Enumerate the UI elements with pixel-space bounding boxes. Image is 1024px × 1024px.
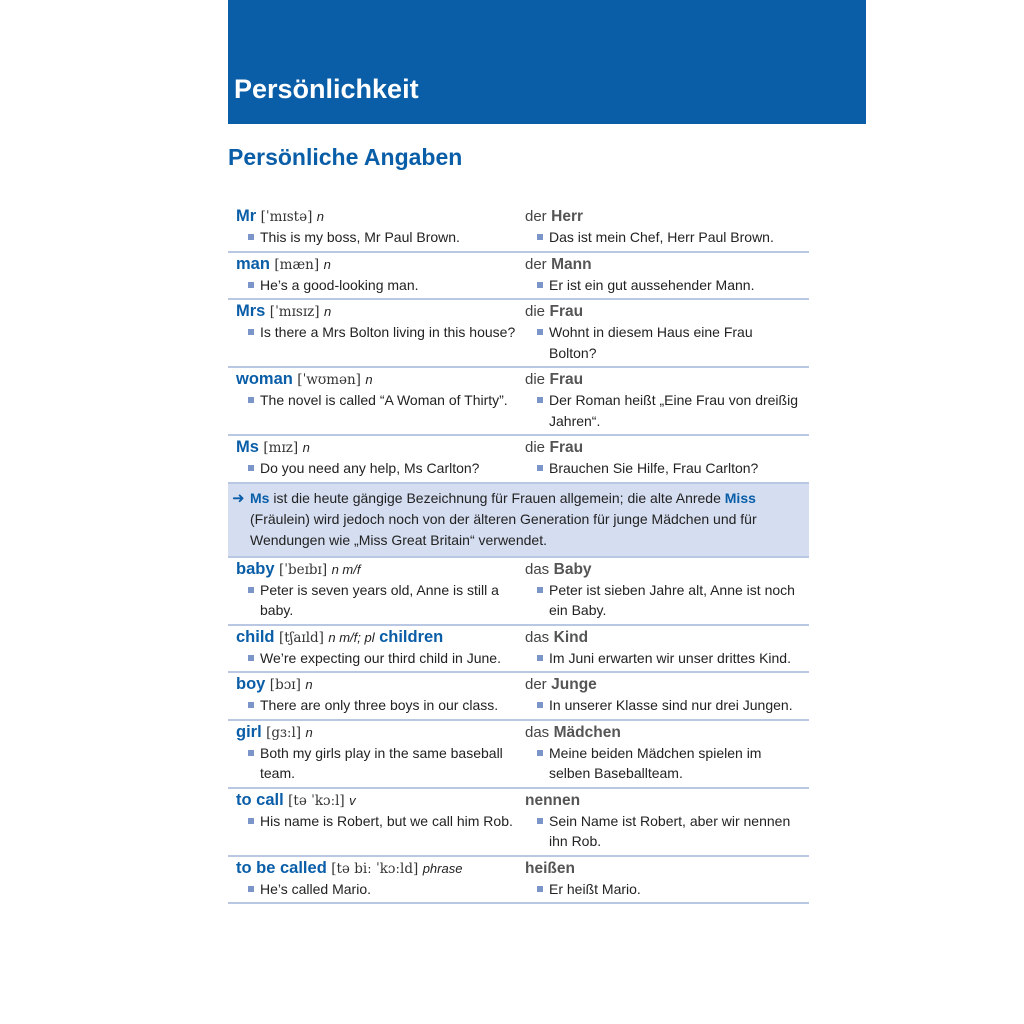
german-example-text: In unserer Klasse sind nur drei Jungen. — [549, 697, 793, 713]
german-column — [525, 436, 809, 479]
bullet-icon — [248, 655, 254, 661]
english-example-text: He’s called Mario. — [260, 880, 372, 897]
entry-row — [228, 300, 809, 363]
german-example-text: Im Juni erwarten wir unser drittes Kind. — [549, 649, 791, 666]
english-example-text: Both my girls play in the same baseball team. — [260, 744, 503, 781]
headword: Mr — [236, 207, 257, 225]
bullet-icon — [537, 397, 543, 403]
german-article: das — [525, 560, 550, 578]
bullet-icon — [248, 329, 254, 335]
bullet-icon — [248, 465, 254, 471]
english-example — [228, 648, 525, 669]
german-headword: Mann — [551, 255, 592, 273]
vocab-entry — [228, 205, 809, 253]
english-headline — [228, 205, 525, 227]
german-column — [525, 789, 809, 852]
phonetic-transcription: [mæn] — [274, 256, 320, 273]
english-column — [228, 721, 525, 784]
bullet-icon — [537, 655, 543, 661]
german-headline — [525, 558, 809, 580]
bullet-icon — [248, 818, 254, 824]
phonetic-transcription: [ˈmɪsɪz] — [269, 304, 320, 320]
english-example-text: This is my boss, Mr Paul Brown. — [260, 229, 460, 245]
headword: Ms — [236, 438, 259, 456]
bullet-icon — [248, 282, 254, 288]
vocabulary-list — [228, 205, 809, 904]
entry-row — [228, 789, 809, 852]
german-column — [525, 673, 809, 716]
part-of-speech: n — [323, 256, 331, 272]
arrow-right-icon: ➜ — [232, 489, 245, 507]
entry-row — [228, 558, 809, 621]
german-column — [525, 300, 809, 363]
german-headline — [525, 721, 809, 743]
english-headline — [228, 436, 525, 458]
entry-row — [228, 626, 809, 669]
german-example — [525, 227, 809, 248]
german-example — [525, 695, 809, 716]
bullet-icon — [537, 329, 543, 335]
vocab-entry — [228, 789, 809, 857]
vocab-entry — [228, 253, 809, 301]
english-example-text: Do you need any help, Ms Carlton? — [260, 460, 480, 476]
section-title: Persönliche Angaben — [228, 144, 463, 170]
headword: to be called — [236, 858, 327, 877]
english-headline — [228, 626, 525, 648]
german-column — [525, 253, 809, 296]
german-headline — [525, 253, 809, 275]
german-column — [525, 368, 809, 431]
german-headword: Baby — [553, 560, 592, 578]
bullet-icon — [537, 750, 543, 756]
german-headline — [525, 368, 809, 390]
vocab-entry — [228, 673, 809, 721]
english-column — [228, 626, 525, 669]
part-of-speech: n — [302, 440, 310, 455]
headword: baby — [236, 559, 275, 578]
german-article: der — [525, 255, 547, 273]
english-column — [228, 789, 525, 852]
german-column — [525, 721, 809, 784]
bullet-icon — [248, 702, 254, 708]
bullet-icon — [537, 702, 543, 708]
english-example — [228, 275, 525, 296]
english-example — [228, 743, 525, 784]
english-example-text: He’s a good-looking man. — [260, 276, 419, 293]
german-headline — [525, 626, 809, 648]
english-column — [228, 300, 525, 363]
english-headline — [228, 558, 525, 580]
entry-row — [228, 205, 809, 248]
vocab-entry — [228, 368, 809, 436]
entry-row — [228, 436, 809, 479]
phonetic-transcription: [bɔɪ] — [269, 677, 301, 693]
german-headword: heißen — [525, 859, 575, 877]
english-column — [228, 368, 525, 431]
part-of-speech: n — [305, 724, 313, 740]
headword: Mrs — [236, 302, 266, 320]
bullet-icon — [248, 750, 254, 756]
part-of-speech: n m/f — [331, 561, 361, 577]
german-headline — [525, 436, 809, 458]
german-example-text: Sein Name ist Robert, aber wir nennen ihn Rob. — [549, 812, 791, 849]
english-example — [228, 322, 525, 343]
phonetic-transcription: [ˈbeɪbɪ] — [278, 561, 328, 578]
english-example — [228, 695, 525, 716]
english-column — [228, 857, 525, 900]
part-of-speech: phrase — [422, 860, 463, 876]
plural-form: children — [379, 627, 444, 646]
german-article: der — [525, 208, 547, 225]
german-example — [525, 458, 809, 479]
phonetic-transcription: [tʃaɪld] — [278, 629, 324, 646]
german-example — [525, 811, 809, 852]
german-column — [525, 857, 809, 900]
german-headline — [525, 673, 809, 695]
headword: to call — [236, 790, 284, 809]
phonetic-transcription: [ˈmɪstə] — [260, 209, 313, 225]
german-headword: Mädchen — [553, 723, 621, 741]
german-article: der — [525, 676, 547, 693]
headword: girl — [236, 722, 262, 741]
entry-row — [228, 368, 809, 431]
german-example-text: Das ist mein Chef, Herr Paul Brown. — [549, 229, 774, 245]
vocab-entry — [228, 300, 809, 368]
chapter-header-band — [228, 0, 866, 124]
german-example-text: Er heißt Mario. — [549, 880, 641, 897]
english-example — [228, 390, 525, 411]
vocab-entry — [228, 558, 809, 626]
phonetic-transcription: [mɪz] — [263, 440, 299, 456]
german-example-text: Er ist ein gut aussehender Mann. — [549, 276, 755, 293]
phonetic-transcription: [tə biː ˈkɔːld] — [331, 860, 419, 877]
note-text: ist die heute gängige Bezeichnung für Frauen allgemein; die alte Anrede — [269, 489, 725, 506]
german-example — [525, 648, 809, 669]
german-headword: Frau — [549, 303, 584, 320]
english-column — [228, 558, 525, 621]
english-example — [228, 580, 525, 621]
german-example — [525, 322, 809, 363]
english-column — [228, 673, 525, 716]
english-column — [228, 205, 525, 248]
english-example — [228, 458, 525, 479]
german-headword: nennen — [525, 791, 581, 809]
german-example-text: Peter ist sieben Jahre alt, Anne ist noch ein Baby. — [549, 581, 795, 618]
bullet-icon — [248, 397, 254, 403]
english-example — [228, 811, 525, 832]
part-of-speech: n — [323, 304, 332, 319]
phonetic-transcription: [gɜːl] — [266, 724, 302, 741]
headword: boy — [236, 675, 266, 693]
german-column — [525, 558, 809, 621]
german-headword: Frau — [549, 439, 584, 456]
english-example — [228, 879, 525, 900]
part-of-speech: v — [349, 792, 356, 808]
bullet-icon — [248, 234, 254, 240]
phonetic-transcription: [ˈwʊmən] — [297, 372, 361, 388]
entry-row — [228, 721, 809, 784]
english-example-text: There are only three boys in our class. — [260, 697, 499, 713]
bullet-icon — [537, 587, 543, 593]
bullet-icon — [537, 886, 543, 892]
german-article: das — [525, 723, 550, 741]
vocab-entry — [228, 857, 809, 905]
german-headline — [525, 300, 809, 322]
german-headword: Junge — [551, 676, 597, 693]
part-of-speech: n m/f; pl — [328, 629, 375, 645]
german-headline — [525, 205, 809, 227]
english-example-text: His name is Robert, but we call him Rob. — [260, 812, 513, 829]
german-example — [525, 275, 809, 296]
bullet-icon — [248, 886, 254, 892]
note-keyword: Miss — [724, 489, 756, 506]
german-example — [525, 743, 809, 784]
english-example-text: Peter is seven years old, Anne is still a baby. — [260, 581, 499, 618]
note-text: (Fräulein) wird jedoch noch von der älteren Generation für junge Mädchen und für Wendungen wie „Miss Great Britain“ verwendet. — [250, 510, 757, 548]
bullet-icon — [248, 587, 254, 593]
german-headline — [525, 789, 809, 811]
german-column — [525, 205, 809, 248]
german-example-text: Der Roman heißt „Eine Frau von dreißig Jahren“. — [549, 392, 798, 429]
phonetic-transcription: [tə ˈkɔːl] — [288, 792, 345, 809]
german-column — [525, 626, 809, 669]
german-article: die — [525, 371, 546, 388]
english-headline — [228, 721, 525, 743]
entry-row — [228, 857, 809, 900]
english-column — [228, 253, 525, 296]
german-article: das — [525, 628, 550, 646]
part-of-speech: n — [305, 677, 313, 692]
english-column — [228, 436, 525, 479]
chapter-title: Persönlichkeit — [234, 74, 419, 104]
bullet-icon — [537, 234, 543, 240]
german-article: die — [525, 439, 546, 456]
english-example-text: Is there a Mrs Bolton living in this house? — [260, 324, 516, 340]
entry-row — [228, 673, 809, 716]
part-of-speech: n — [316, 209, 325, 224]
german-example-text: Meine beiden Mädchen spielen im selben Baseballteam. — [549, 744, 762, 781]
vocab-entry — [228, 436, 809, 484]
headword: man — [236, 254, 270, 273]
german-example — [525, 390, 809, 431]
headword: woman — [236, 370, 293, 388]
bullet-icon — [537, 282, 543, 288]
english-headline — [228, 300, 525, 322]
german-article: die — [525, 303, 546, 320]
english-headline — [228, 857, 525, 879]
german-example-text: Wohnt in diesem Haus eine Frau Bolton? — [549, 324, 753, 361]
german-example-text: Brauchen Sie Hilfe, Frau Carlton? — [549, 460, 759, 476]
english-example — [228, 227, 525, 248]
usage-note — [228, 484, 809, 558]
vocab-entry — [228, 626, 809, 674]
bullet-icon — [537, 818, 543, 824]
english-example-text: We’re expecting our third child in June. — [260, 649, 501, 666]
headword: child — [236, 627, 275, 646]
german-example — [525, 879, 809, 900]
english-headline — [228, 368, 525, 390]
german-example — [525, 580, 809, 621]
english-example-text: The novel is called “A Woman of Thirty”. — [260, 392, 508, 408]
part-of-speech: n — [365, 372, 373, 387]
english-headline — [228, 673, 525, 695]
bullet-icon — [537, 465, 543, 471]
english-headline — [228, 789, 525, 811]
german-headword: Kind — [553, 628, 589, 646]
entry-row — [228, 253, 809, 296]
english-headline — [228, 253, 525, 275]
german-headline — [525, 857, 809, 879]
note-keyword: Ms — [250, 489, 270, 506]
german-headword: Frau — [549, 371, 584, 388]
vocab-entry — [228, 721, 809, 789]
german-headword: Herr — [551, 208, 584, 225]
